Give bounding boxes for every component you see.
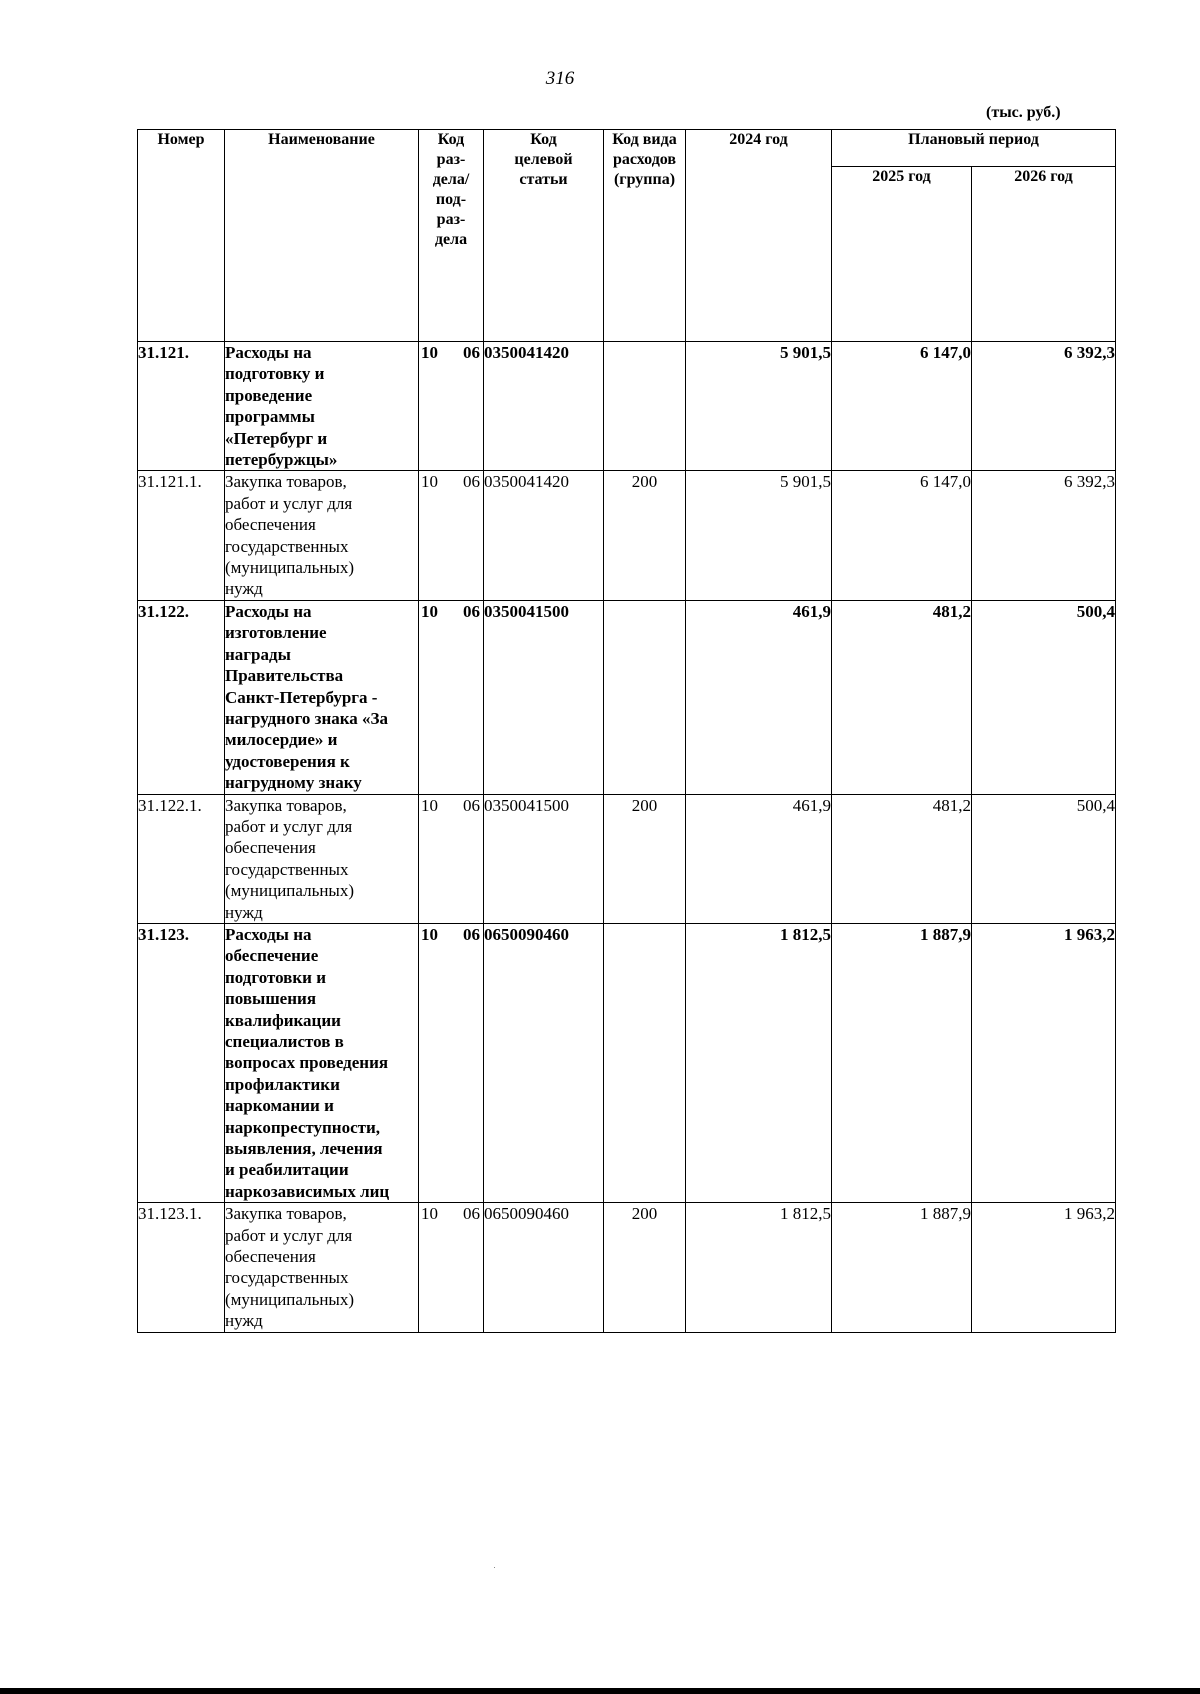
row-vid	[604, 923, 686, 1202]
row-name-line: удостоверения к	[225, 751, 350, 771]
row-amount-2025: 1 887,9	[832, 1203, 972, 1332]
row-name-line: нужд	[225, 902, 263, 922]
row-amount-2026: 6 392,3	[972, 471, 1116, 600]
row-razdel-cell	[419, 923, 484, 1202]
row-number: 31.123.1.	[138, 1203, 225, 1332]
row-csr: 0650090460	[484, 1203, 604, 1332]
row-amount-2024: 1 812,5	[686, 1203, 832, 1332]
row-name-line: обеспечения	[225, 1247, 316, 1267]
row-name-line: наркозависимых лиц	[225, 1181, 390, 1201]
row-name-line: наркомании и	[225, 1096, 334, 1116]
row-amount-2024: 5 901,5	[686, 342, 832, 471]
row-razdel: 10	[421, 924, 438, 944]
row-name-line: вопросах проведения	[225, 1053, 389, 1073]
header-vid	[604, 130, 686, 342]
row-vid: 200	[604, 1203, 686, 1332]
row-name-line: изготовление	[225, 623, 327, 643]
row-number: 31.122.	[138, 600, 225, 794]
row-csr: 0350041420	[484, 342, 604, 471]
row-amount-2026: 1 963,2	[972, 923, 1116, 1202]
row-name	[225, 923, 419, 1202]
header-razdel-line: под-	[435, 191, 467, 208]
header-row	[138, 130, 1116, 167]
header-csr-line: целевой	[514, 151, 573, 168]
table-body	[138, 342, 1116, 1333]
row-name-line: профилактики	[225, 1074, 340, 1094]
row-name	[225, 1203, 419, 1332]
row-amount-2026: 6 392,3	[972, 342, 1116, 471]
row-name-line: проведение	[225, 385, 313, 405]
row-podrazdel: 06	[463, 343, 480, 362]
row-name	[225, 471, 419, 600]
row-podrazdel: 06	[463, 601, 480, 621]
row-name-line: нужд	[225, 1311, 263, 1331]
row-razdel-cell	[419, 600, 484, 794]
row-vid	[604, 342, 686, 471]
row-name	[225, 794, 419, 923]
row-name-line: нагрудного знака «За	[225, 708, 389, 728]
row-name-line: повышения	[225, 989, 317, 1009]
row-name-line: выявления, лечения	[225, 1139, 383, 1159]
row-name-line: обеспечение	[225, 946, 319, 966]
row-podrazdel: 06	[463, 795, 480, 815]
row-vid: 200	[604, 471, 686, 600]
row-amount-2025: 1 887,9	[832, 923, 972, 1202]
header-2026: 2026 год	[972, 167, 1116, 342]
row-name-line: Санкт-Петербурга -	[225, 687, 378, 707]
row-name-line: обеспечения	[225, 838, 316, 858]
row-name-line: (муниципальных)	[225, 558, 355, 578]
row-name-line: Закупка товаров,	[225, 472, 347, 492]
table-row	[138, 923, 1116, 1202]
header-2025: 2025 год	[832, 167, 972, 342]
scan-speck	[494, 1567, 495, 1568]
row-name	[225, 600, 419, 794]
row-amount-2026: 1 963,2	[972, 1203, 1116, 1332]
row-razdel: 10	[421, 472, 438, 492]
header-planned-period: Плановый период	[832, 130, 1116, 167]
units-label: (тыс. руб.)	[986, 104, 1061, 121]
row-name-line: квалификации	[225, 1010, 341, 1030]
table-row	[138, 342, 1116, 471]
row-csr: 0350041500	[484, 600, 604, 794]
row-name-line: программы	[225, 407, 315, 427]
row-number: 31.121.	[138, 342, 225, 471]
header-razdel	[419, 130, 484, 342]
header-razdel-line: раз-	[436, 151, 466, 168]
row-amount-2025: 481,2	[832, 600, 972, 794]
row-razdel-cell	[419, 794, 484, 923]
header-number: Номер	[138, 130, 225, 342]
row-name-line: Закупка товаров,	[225, 1204, 347, 1224]
row-name-line: Расходы на	[225, 601, 312, 621]
page-number: 316	[545, 68, 575, 89]
row-razdel: 10	[421, 343, 438, 362]
header-vid-line: Код вида	[612, 131, 677, 148]
row-name-line: Расходы на	[225, 343, 312, 362]
row-csr: 0350041420	[484, 471, 604, 600]
row-name-line: работ и услуг для	[225, 1225, 353, 1245]
row-name-line: наркопреступности,	[225, 1117, 381, 1137]
row-name-line: Правительства	[225, 666, 344, 686]
table-row	[138, 1203, 1116, 1332]
row-number: 31.122.1.	[138, 794, 225, 923]
row-name-line: подготовки и	[225, 967, 326, 987]
row-amount-2024: 461,9	[686, 794, 832, 923]
row-amount-2025: 6 147,0	[832, 342, 972, 471]
row-name-line: государственных	[225, 859, 349, 879]
row-number: 31.121.1.	[138, 471, 225, 600]
row-name-line: «Петербург и	[225, 428, 328, 448]
row-vid: 200	[604, 794, 686, 923]
row-name-line: Расходы на	[225, 924, 312, 944]
header-vid-line: (группа)	[613, 171, 676, 188]
row-amount-2024: 5 901,5	[686, 471, 832, 600]
row-podrazdel: 06	[463, 472, 480, 492]
row-name	[225, 342, 419, 471]
row-razdel-cell	[419, 471, 484, 600]
row-razdel: 10	[421, 1204, 438, 1224]
row-name-line: петербуржцы»	[225, 450, 338, 470]
row-name-line: награды	[225, 644, 291, 664]
row-csr: 0350041500	[484, 794, 604, 923]
row-amount-2025: 481,2	[832, 794, 972, 923]
row-name-line: Закупка товаров,	[225, 795, 347, 815]
table-row	[138, 471, 1116, 600]
row-name-line: государственных	[225, 536, 349, 556]
row-name-line: государственных	[225, 1268, 349, 1288]
row-csr: 0650090460	[484, 923, 604, 1202]
row-amount-2026: 500,4	[972, 600, 1116, 794]
header-csr-line: Код	[530, 131, 557, 148]
row-name-line: и реабилитации	[225, 1160, 349, 1180]
table-row	[138, 600, 1116, 794]
header-razdel-line: Код	[437, 131, 465, 148]
row-name-line: подготовку и	[225, 364, 325, 384]
row-amount-2026: 500,4	[972, 794, 1116, 923]
row-number: 31.123.	[138, 923, 225, 1202]
row-vid	[604, 600, 686, 794]
row-amount-2025: 6 147,0	[832, 471, 972, 600]
header-vid-line: расходов	[612, 151, 677, 168]
row-name-line: нагрудному знаку	[225, 773, 362, 793]
row-razdel: 10	[421, 601, 438, 621]
row-name-line: (муниципальных)	[225, 881, 355, 901]
row-name-line: обеспечения	[225, 515, 316, 535]
header-name: Наименование	[225, 130, 419, 342]
header-razdel-line: дела/	[432, 171, 470, 188]
header-razdel-line: раз-	[436, 211, 466, 228]
row-podrazdel: 06	[463, 924, 480, 944]
row-razdel: 10	[421, 795, 438, 815]
row-name-line: нужд	[225, 579, 263, 599]
row-amount-2024: 461,9	[686, 600, 832, 794]
scan-bottom-edge	[0, 1688, 1200, 1694]
header-2024: 2024 год	[686, 130, 832, 342]
row-name-line: (муниципальных)	[225, 1289, 355, 1309]
row-name-line: работ и услуг для	[225, 493, 353, 513]
header-csr	[484, 130, 604, 342]
header-csr-line: статьи	[519, 171, 568, 188]
row-razdel-cell	[419, 342, 484, 471]
row-name-line: милосердие» и	[225, 730, 338, 750]
row-podrazdel: 06	[463, 1204, 480, 1224]
row-amount-2024: 1 812,5	[686, 923, 832, 1202]
row-name-line: специалистов в	[225, 1032, 344, 1051]
budget-table	[137, 129, 1116, 1333]
table-row	[138, 794, 1116, 923]
row-name-line: работ и услуг для	[225, 816, 353, 836]
header-razdel-line: дела	[434, 231, 468, 248]
row-razdel-cell	[419, 1203, 484, 1332]
